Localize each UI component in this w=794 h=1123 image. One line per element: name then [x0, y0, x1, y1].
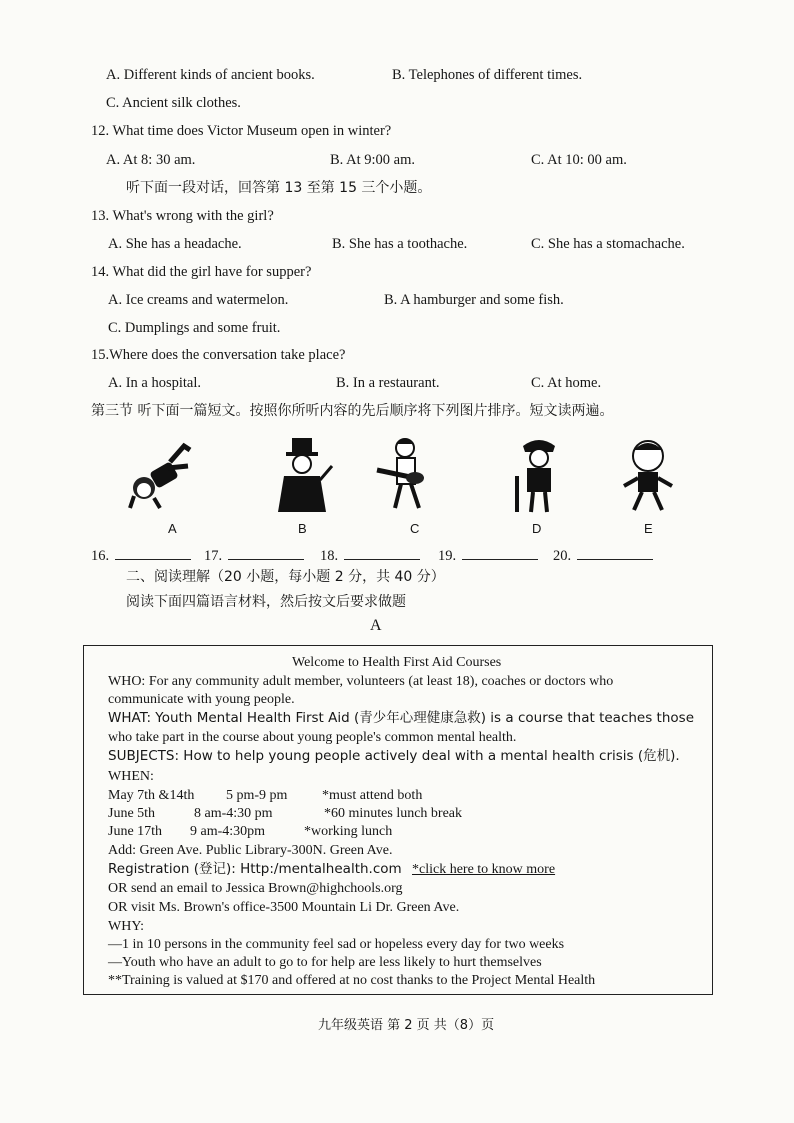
schedule-1-time: 5 pm-9 pm: [226, 788, 288, 803]
figure-e-dancer: [614, 436, 684, 514]
q13-option-b: B. She has a toothache.: [332, 236, 468, 252]
q15-option-a: A. In a hospital.: [108, 375, 202, 391]
q11-option-c: C. Ancient silk clothes.: [106, 95, 241, 111]
ad-what-line1: WHAT: Youth Mental Health First Aid (青少年心理健康急救) is a course that teaches those: [108, 710, 695, 726]
q12-option-b: B. At 9:00 am.: [330, 152, 415, 168]
ad-who-line2: communicate with young people.: [108, 692, 295, 707]
answer-blank-19[interactable]: 19.: [438, 545, 538, 565]
q15-question: 15.Where does the conversation take place?: [91, 347, 346, 363]
figure-label-a: A: [168, 521, 177, 536]
ad-box: [83, 645, 713, 995]
answer-blank-17[interactable]: 17.: [204, 545, 304, 565]
ad-why-line1: —1 in 10 persons in the community feel sad or hopeless every day for two weeks: [108, 937, 565, 952]
passage-label: A: [370, 617, 382, 634]
part2-title: 二、阅读理解（20 小题，每小题 2 分，共 40 分）: [126, 569, 445, 585]
figure-label-b: B: [298, 521, 307, 536]
q13-question: 13. What's wrong with the girl?: [91, 208, 274, 224]
answer-blank-18[interactable]: 18.: [320, 545, 420, 565]
figure-c-guitarist: [375, 436, 445, 514]
q15-option-b: B. In a restaurant.: [336, 375, 440, 391]
figure-b-magician: [268, 436, 338, 514]
schedule-1-note: *must attend both: [322, 788, 423, 803]
figure-a-breakdancer: [124, 436, 194, 514]
ad-why-line2: —Youth who have an adult to go to for help are less likely to hurt themselves: [108, 955, 542, 970]
ad-address: Add: Green Ave. Public Library-300N. Green Ave.: [108, 843, 393, 858]
part2-instruction: 阅读下面四篇语言材料，然后按文后要求做题: [126, 594, 406, 610]
ad-subjects: SUBJECTS: How to help young people actively deal with a mental health crisis (危机).: [108, 748, 680, 764]
schedule-2-time: 8 am-4:30 pm: [194, 806, 273, 821]
figure-label-d: D: [532, 521, 542, 536]
schedule-1-date: May 7th &14th: [108, 788, 195, 803]
q14-question: 14. What did the girl have for supper?: [91, 264, 312, 280]
q11-option-a: A. Different kinds of ancient books.: [106, 67, 315, 83]
figure-label-c: C: [410, 521, 420, 536]
ad-when-label: WHEN:: [108, 769, 154, 784]
q14-option-a: A. Ice creams and watermelon.: [108, 292, 289, 308]
q12-option-c: C. At 10: 00 am.: [531, 152, 627, 168]
ad-title: Welcome to Health First Aid Courses: [292, 655, 502, 670]
figure-d-singer: [505, 436, 575, 514]
ad-why-line3: **Training is valued at $170 and offered at no cost thanks to the Project Mental Health: [108, 973, 596, 988]
ad-what-line2: who take part in the course about young people's common mental health.: [108, 730, 517, 745]
q11-option-b: B. Telephones of different times.: [392, 67, 583, 83]
answer-blank-20[interactable]: 20.: [553, 545, 653, 565]
ad-visit: OR visit Ms. Brown's office-3500 Mountain Li Dr. Green Ave.: [108, 900, 460, 915]
ad-who-line1: WHO: For any community adult member, volunteers (at least 18), coaches or doctors who: [108, 674, 614, 689]
registration-link[interactable]: *click here to know more: [412, 862, 556, 877]
q15-option-c: C. At home.: [531, 375, 602, 391]
instruction-13-15: 听下面一段对话，回答第 13 至第 15 三个小题。: [126, 180, 432, 196]
schedule-3-note: *working lunch: [304, 824, 393, 839]
schedule-2-date: June 5th: [108, 806, 156, 821]
schedule-3-time: 9 am-4:30pm: [190, 824, 266, 839]
q12-option-a: A. At 8: 30 am.: [106, 152, 196, 168]
ad-email: OR send an email to Jessica Brown@highchools.org: [108, 881, 403, 896]
q14-option-c: C. Dumplings and some fruit.: [108, 320, 281, 336]
schedule-3-date: June 17th: [108, 824, 163, 839]
ad-registration: Registration (登记): Http:/mentalhealth.com: [108, 861, 402, 877]
q14-option-b: B. A hamburger and some fish.: [384, 292, 564, 308]
q13-option-c: C. She has a stomachache.: [531, 236, 685, 252]
page-footer: 九年级英语 第 2 页 共（8）页: [318, 1018, 495, 1033]
ad-why-label: WHY:: [108, 919, 145, 934]
figure-label-e: E: [644, 521, 653, 536]
schedule-2-note: *60 minutes lunch break: [324, 806, 463, 821]
q12-question: 12. What time does Victor Museum open in winter?: [91, 123, 392, 139]
answer-blank-16[interactable]: 16.: [91, 545, 191, 565]
section3-instruction: 第三节 听下面一篇短文。按照你所听内容的先后顺序将下列图片排序。短文读两遍。: [91, 403, 614, 419]
q13-option-a: A. She has a headache.: [108, 236, 242, 252]
